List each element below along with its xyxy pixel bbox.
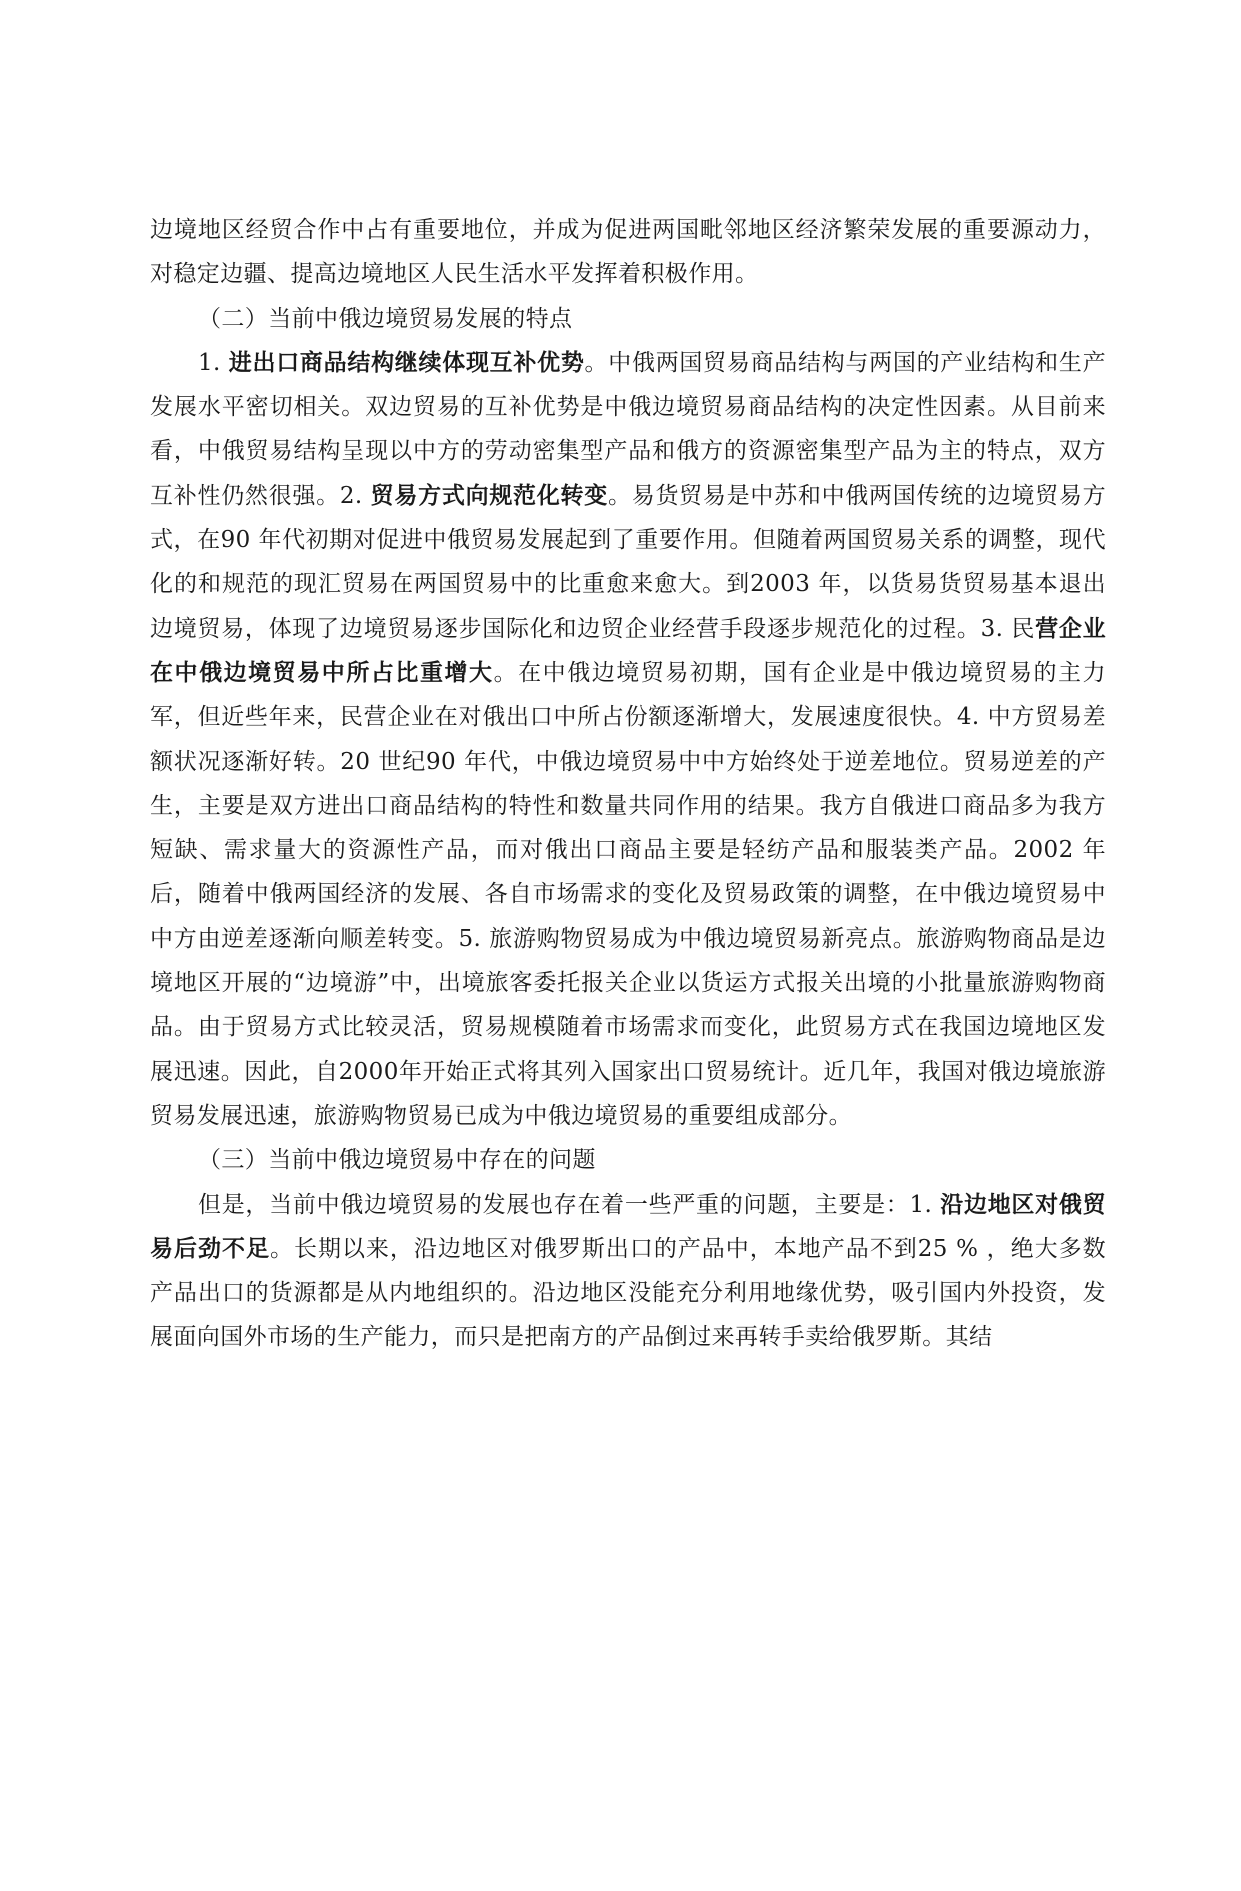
item-1-text: 。中俄两国贸易商品结构与两国的产业结构和生产发展水平密切相关。双边贸易的互补优势是中俄边境贸易商品结构的决定性因素。从目前来看，中俄贸易结构呈现以中方的劳动密集型产品和俄方的资源密集型产品为主的特点，双方互补性仍然很强。 — [150, 349, 1106, 509]
paragraph-intro — [150, 208, 1106, 297]
paragraph-features — [150, 341, 1106, 1138]
item-1-bold-title: 进出口商品结构继续体现互补优势 — [228, 348, 585, 376]
item-3-bold-title: 营企业在中俄边境贸易中所占比重增大 — [150, 614, 1107, 686]
item-2-text: 。易货贸易是中苏和中俄两国传统的边境贸易方式，在90 年代初期对促进中俄贸易发展起到了重要作用。但随着两国贸易关系的调整，现代化的和规范的现汇贸易在两国贸易中的比重愈来愈大。到2003 年，以货易货贸易基本退出边境贸易，体现了边境贸易逐步国际化和边贸企业经营手段逐步规范化的过程。 — [150, 482, 1107, 642]
paragraph-intro-text: 边境地区经贸合作中占有重要地位，并成为促进两国毗邻地区经济繁荣发展的重要源动力，对稳定边疆、提高边境地区人民生活水平发挥着积极作用。 — [150, 217, 1106, 288]
item-1-number: 1. — [198, 349, 229, 376]
problems-intro-text: 但是，当前中俄边境贸易的发展也存在着一些严重的问题，主要是：1. — [198, 1191, 941, 1218]
item-3-text: 。在中俄边境贸易初期，国有企业是中俄边境贸易的主力军，但近些年来，民营企业在对俄出口中所占份额逐渐增大，发展速度很快。4. 中方贸易差额状况逐渐好转。20 世纪90 年代，中俄边境贸易中中方始终处于逆差地位。贸易逆差的产生，主要是双方进出口商品结构的特性和数量共同作用的结果。我方自俄进口商品多为我方短缺、需求量大的资源性产品，而对俄出口商品主要是轻纺产品和服装类产品。2002 年后，随着中俄两国经济的发展、各自市场需求的变化及贸易政策的调整，在中俄边境贸易中中方由逆差逐渐向顺差转变。5. 旅游购物贸易成为中俄边境贸易新亮点。旅游购物商品是边境地区开展的“边境游”中，出境旅客委托报关企业以货运方式报关出境的小批量旅游购物商品。由于贸易方式比较灵活，贸易规模随着市场需求而变化，此贸易方式在我国边境地区发展迅速。因此，自2000年开始正式将其列入国家出口贸易统计。近几年，我国对俄边境旅游贸易发展迅速，旅游购物贸易已成为中俄边境贸易的重要组成部分。 — [150, 659, 1106, 1129]
item-3-number: 3. 民 — [980, 615, 1036, 642]
item-2-bold-title: 贸易方式向规范化转变 — [370, 481, 608, 509]
problem-1-text: 。长期以来，沿边地区对俄罗斯出口的产品中，本地产品不到25 % ，绝大多数产品出口的货源都是从内地组织的。沿边地区没能充分利用地缘优势，吸引国内外投资，发展面向国外市场的生产能力，而只是把南方的产品倒过来再转手卖给俄罗斯。其结 — [150, 1235, 1107, 1351]
problem-1-bold-title: 沿边地区对俄贸易后劲不足 — [150, 1190, 1106, 1262]
item-2-number: 2. — [339, 482, 371, 509]
paragraph-problems — [150, 1183, 1106, 1360]
section-heading-3: （三）当前中俄边境贸易中存在的问题 — [198, 1147, 596, 1174]
section-heading-2: （二）当前中俄边境贸易发展的特点 — [198, 305, 573, 332]
